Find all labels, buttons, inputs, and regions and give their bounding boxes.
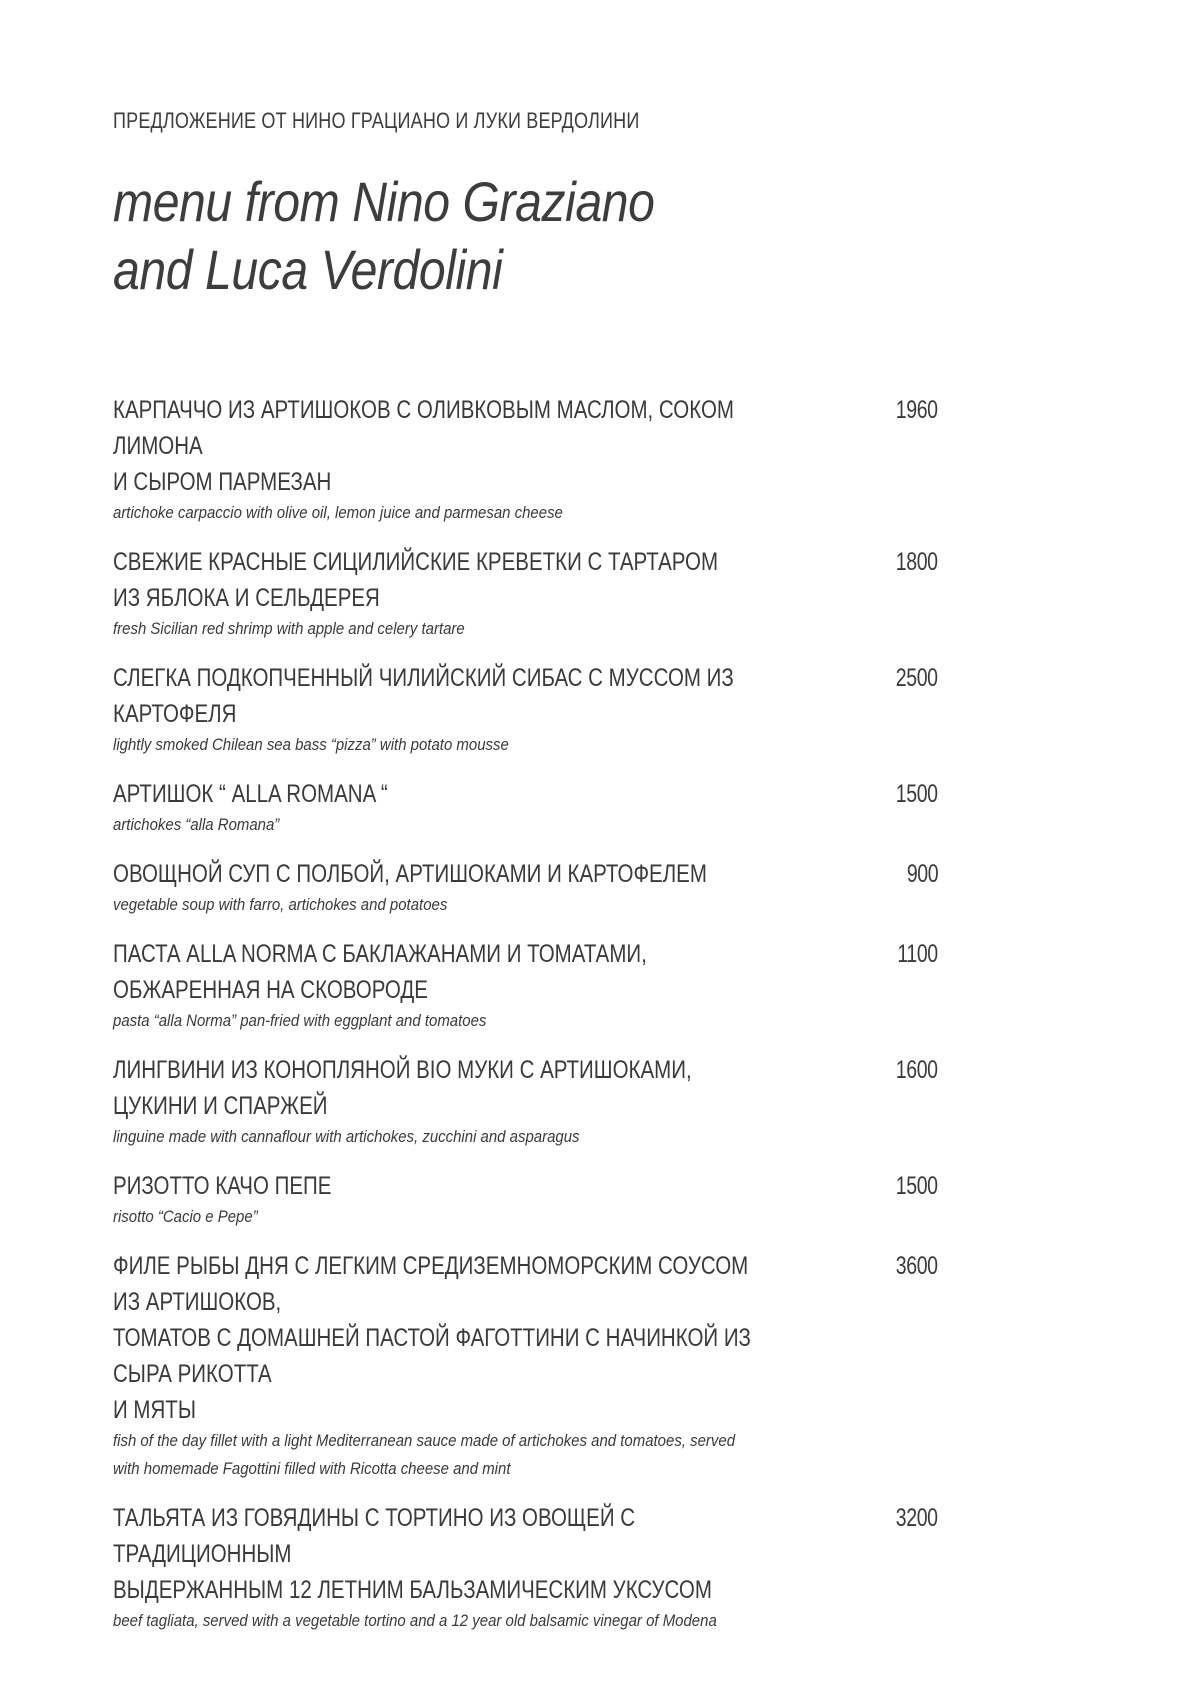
dish-name: СЛЕГКА ПОДКОПЧЕННЫЙ ЧИЛИЙСКИЙ СИБАС С МУССОМ ИЗ КАРТОФЕЛЯ [113,664,734,728]
menu-item [113,1500,938,1635]
menu-item [113,936,938,1035]
menu-item [113,660,938,759]
menu-item [113,1168,938,1231]
dish-description: pasta “alla Norma” pan-fried with eggplant and tomatoes [113,1011,487,1030]
page-title-en [113,168,655,304]
dish-price: 1800 [896,548,938,576]
dish-price: 1500 [896,780,938,808]
dish-name: АРТИШОК “ ALLA ROMANA “ [113,780,388,808]
dish-description: lightly smoked Chilean sea bass “pizza” with potato mousse [113,735,509,754]
dish-name: ЛИНГВИНИ ИЗ КОНОПЛЯНОЙ BIO МУКИ С АРТИШОКАМИ, ЦУКИНИ И СПАРЖЕЙ [113,1056,692,1120]
dish-name: ПАСТА ALLA NORMA С БАКЛАЖАНАМИ И ТОМАТАМИ, ОБЖАРЕННАЯ НА СКОВОРОДЕ [113,940,647,1004]
menu-item [113,856,938,919]
dish-price: 3200 [896,1504,938,1532]
dish-description: fresh Sicilian red shrimp with apple and celery tartare [113,619,465,638]
dish-price: 1960 [896,396,938,424]
menu-item [113,544,938,643]
dish-price: 2500 [896,664,938,692]
menu-item [113,1248,938,1483]
menu-item [113,1052,938,1151]
dish-description: vegetable soup with farro, artichokes and potatoes [113,895,448,914]
dish-price: 1500 [896,1172,938,1200]
dish-description: risotto “Cacio e Pepe” [113,1207,258,1226]
menu-item [113,776,938,839]
dish-name: КАРПАЧЧО ИЗ АРТИШОКОВ С ОЛИВКОВЫМ МАСЛОМ, СОКОМ ЛИМОНА И СЫРОМ ПАРМЕЗАН [113,396,734,496]
page-title-en-line: and Luca Verdolini [113,238,503,301]
dish-name: РИЗОТТО КАЧО ПЕПЕ [113,1172,332,1200]
menu-item [113,392,938,527]
menu-list [113,392,938,1652]
dish-name: ТАЛЬЯТА ИЗ ГОВЯДИНЫ С ТОРТИНО ИЗ ОВОЩЕЙ С ТРАДИЦИОННЫМ ВЫДЕРЖАННЫМ 12 ЛЕТНИМ БАЛЬЗАМИЧЕСКИМ УКСУСОМ [113,1504,712,1604]
dish-price: 1100 [897,940,938,968]
dish-description: beef tagliata, served with a vegetable tortino and a 12 year old balsamic vinegar of Modena [113,1611,717,1630]
dish-description: artichoke carpaccio with olive oil, lemon juice and parmesan cheese [113,503,563,522]
dish-name: СВЕЖИЕ КРАСНЫЕ СИЦИЛИЙСКИЕ КРЕВЕТКИ С ТАРТАРОМ ИЗ ЯБЛОКА И СЕЛЬДЕРЕЯ [113,548,719,612]
dish-description: fish of the day fillet with a light Mediterranean sauce made of artichokes and tomatoes, served with homemade Fagottini filled with Ricotta cheese and mint [113,1431,736,1478]
dish-description: artichokes “alla Romana” [113,815,280,834]
dish-name: ОВОЩНОЙ СУП С ПОЛБОЙ, АРТИШОКАМИ И КАРТОФЕЛЕМ [113,860,707,888]
dish-price: 900 [906,860,938,888]
dish-description: linguine made with cannaflour with artichokes, zucchini and asparagus [113,1127,580,1146]
page-title-en-line: menu from Nino Graziano [113,170,655,233]
dish-price: 3600 [896,1252,938,1280]
dish-price: 1600 [896,1056,938,1084]
dish-name: ФИЛЕ РЫБЫ ДНЯ С ЛЕГКИМ СРЕДИЗЕМНОМОРСКИМ СОУСОМ ИЗ АРТИШОКОВ, ТОМАТОВ С ДОМАШНЕЙ ПАСТОЙ ФАГОТТИНИ С НАЧИНКОЙ ИЗ СЫРА РИКОТТА И МЯТЫ [113,1252,751,1424]
page-title-ru: ПРЕДЛОЖЕНИЕ ОТ НИНО ГРАЦИАНО И ЛУКИ ВЕРДОЛИНИ [113,108,640,133]
